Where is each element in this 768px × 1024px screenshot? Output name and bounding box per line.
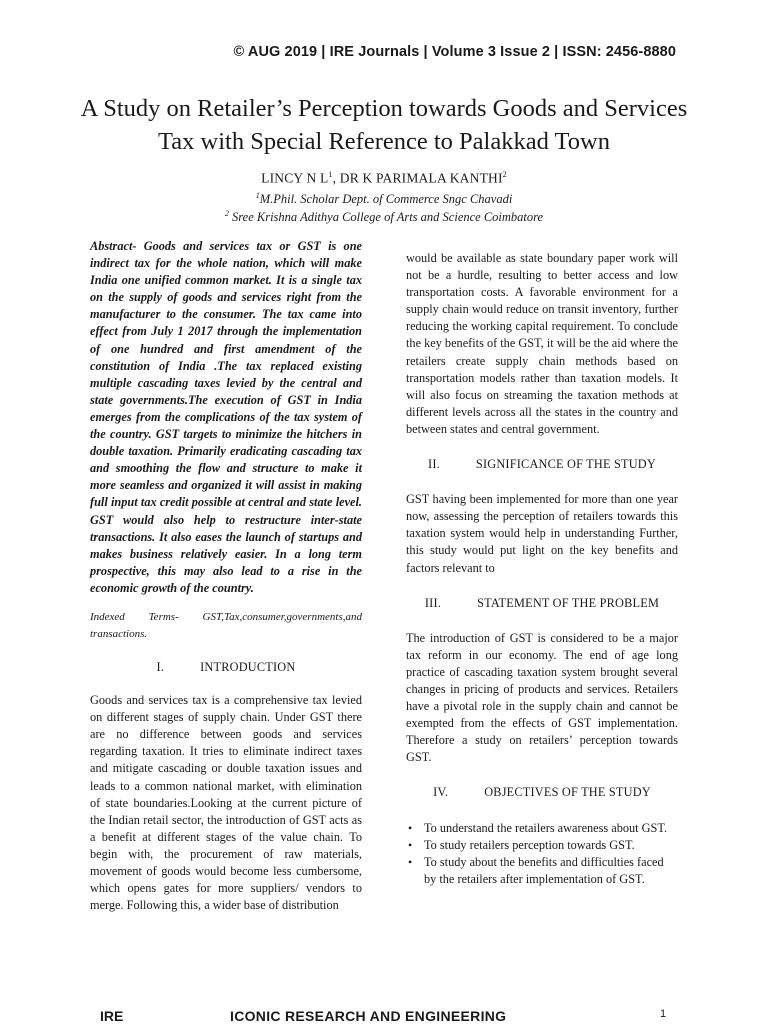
section-number: II.: [428, 457, 440, 472]
section-number: III.: [424, 595, 442, 610]
section-title: INTRODUCTION: [200, 659, 296, 674]
affiliation-2: [0, 209, 768, 225]
paper-title: A Study on Retailer’s Perception towards Goods and Services Tax with Special Reference to Palakkad Town: [80, 95, 688, 155]
section-heading-introduction: [90, 659, 362, 676]
footer-journal-name: ICONIC RESEARCH AND ENGINEERING: [230, 1008, 507, 1024]
objective-item: • To study retailers perception towards GST.: [406, 837, 678, 854]
introduction-continued-paragraph: would be available as state boundary paper work will not be a hurdle, resulting to better access and low transportation costs. A favorable environment for a supply chain would reduce on transit inventory, further reducing the working capital requirement. To conclude the key benefits of the GST, it will be the aid where the retailers create supply chain methods based on transportation models rather than taxation models. It will also focus on streaming the taxation methods at different levels across all the states in the country and between states and central government.: [406, 251, 678, 436]
author-line: [0, 170, 768, 187]
journal-header: © AUG 2019 | IRE Journals | Volume 3 Issue 2 | ISSN: 2456-8880: [233, 44, 676, 60]
left-column: [90, 238, 362, 914]
indexed-terms: Indexed Terms- GST,Tax,consumer,governments,and transactions.: [90, 610, 362, 640]
affiliation-2-text: Sree Krishna Adithya College of Arts and Science Coimbatore: [228, 210, 544, 225]
author-1: LINCY N L: [261, 170, 329, 186]
section-title: SIGNIFICANCE OF THE STUDY: [475, 457, 656, 472]
page-footer: [0, 1008, 768, 1024]
page-number: 1: [660, 1008, 667, 1020]
author-separator: ,: [332, 170, 340, 186]
objective-item: • To study about the benefits and difficulties faced by the retailers after implementation of GST.: [406, 854, 678, 888]
objective-item: • To understand the retailers awareness about GST.: [406, 820, 678, 837]
affiliation-1: [0, 191, 768, 207]
section-number: IV.: [433, 785, 449, 800]
section-heading-objectives: [406, 784, 678, 801]
author-1-superscript: 1: [328, 170, 333, 179]
section-heading-significance: [406, 456, 678, 473]
introduction-paragraph: Goods and services tax is a comprehensive tax levied on different stages of supply chain. Under GST there are no difference between goods and services regarding taxation. It tries to eliminate indirect taxes and mitigate cascading or double taxation issues and leads to a common national market, with elimination of state boundaries.Looking at the current picture of the Indian retail sector, the introduction of GST acts as a benefit at different stages of the value chain. To begin with, the procurement of raw materials, movement of goods would become less cumbersome, which opens gates for more suppliers/ vendors to merge. Following this, a wider base of distribution: [90, 693, 362, 913]
section-title: STATEMENT OF THE PROBLEM: [477, 595, 660, 610]
author-2: DR K PARIMALA KANTHI: [339, 170, 503, 186]
objectives-list: [406, 820, 678, 888]
problem-paragraph: The introduction of GST is considered to be a major tax reform in our economy. The end of age long practice of cascading taxation system brought several changes in pricing of products and services. Retailers have a pivotal role in the supply chain and cannot be exempted from the effects of GST implementation. Therefore a study on retailers’ perception towards GST.: [406, 630, 678, 765]
section-number: I.: [156, 659, 165, 674]
affiliation-1-superscript: 1: [255, 191, 260, 200]
author-2-superscript: 2: [502, 170, 507, 179]
abstract: Abstract- Goods and services tax or GST is one indirect tax for the whole nation, which will make India one unified common market. It is a single tax on the supply of goods and services right from the manufacturer to the consumer. The tax came into effect from July 1 2017 through the implementation of one hundred and first amendment of the constitution of India .The tax replaced existing multiple cascading taxes levied by the central and state governments.The execution of GST in India emerges from the complications of the tax system of the country. GST targets to minimize the hitchers in double taxation. Primarily eradicating cascading tax and smoothing the flow and structure to make it more seamless and organized it will assist in making full input tax credit possible at central and state level. GST would also help to restructure inter-state transactions. It also eases the launch of startups and makes business relatively easier. In a long term prospective, this may also lead to a rise in the economic growth of the country.: [90, 239, 362, 595]
affiliation-1-text: M.Phil. Scholar Dept. of Commerce Sngc Chavadi: [259, 192, 513, 207]
footer-journal-abbrev: IRE: [100, 1008, 124, 1024]
affiliation-2-superscript: 2: [224, 209, 229, 218]
section-title: OBJECTIVES OF THE STUDY: [484, 785, 651, 800]
significance-paragraph: GST having been implemented for more than one year now, assessing the perception of retailers towards this taxation system would help in understanding Further, this study would put light on the key benefits and factors relevant to: [406, 492, 678, 575]
section-heading-problem: [406, 595, 678, 612]
right-column: [406, 250, 678, 888]
